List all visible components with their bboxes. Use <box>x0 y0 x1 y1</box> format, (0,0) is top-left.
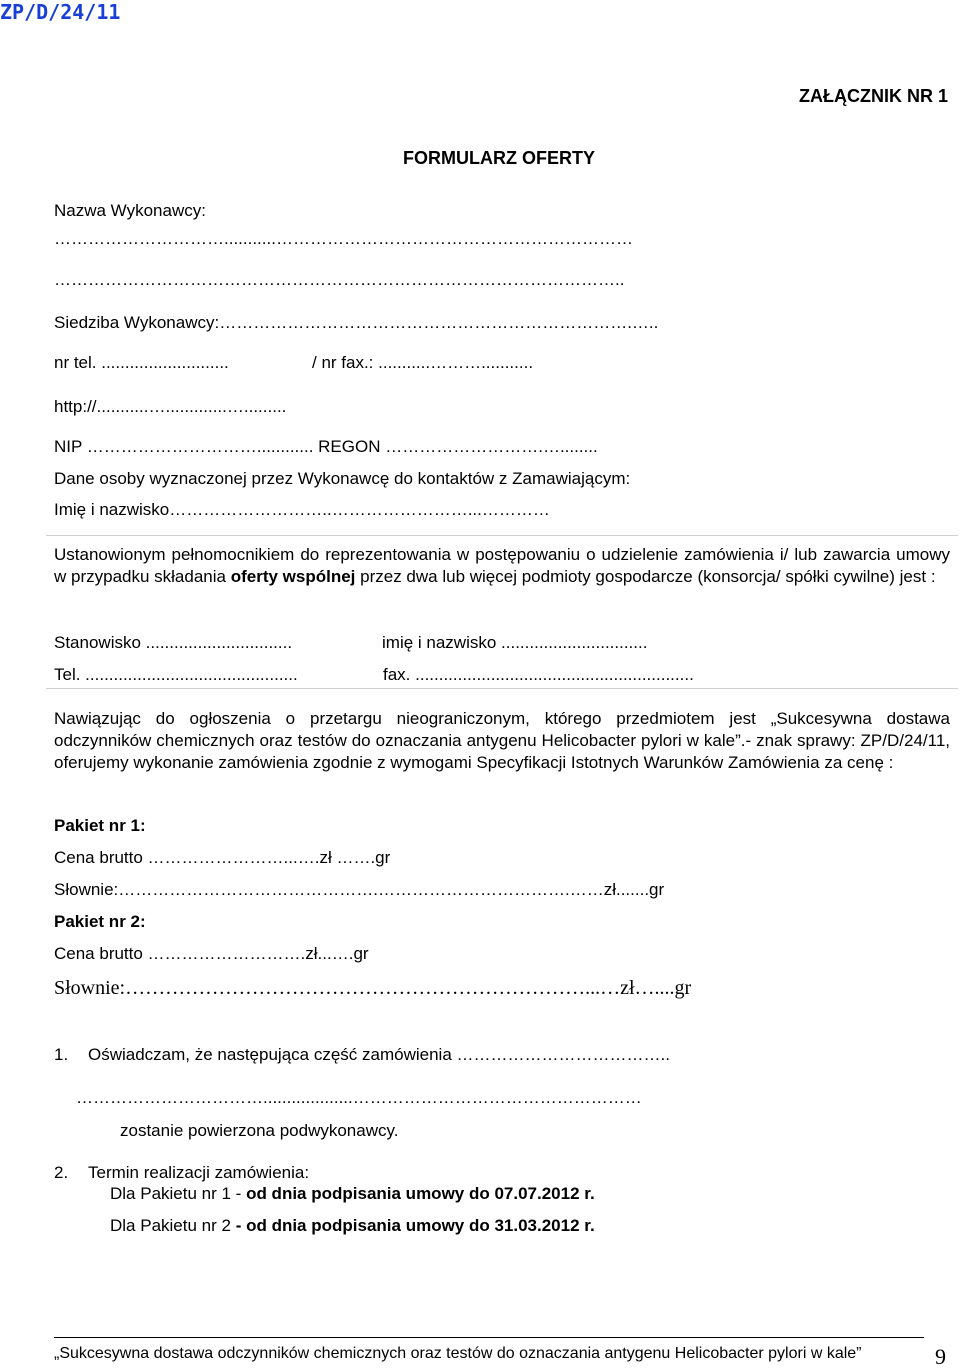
package-2-price-field: Cena brutto ……………………….zł...….gr <box>54 944 369 963</box>
proxy-text-part-1: Ustanowionym pełnomocnikiem do reprezentowania w postępowaniu o udzielenie zamówienia i/ lub zawarcia umowy w przypadku składania <box>54 545 950 586</box>
declaration-1-dots: ……………………………...................…………………………………………… <box>76 1088 642 1107</box>
proxy-text-part-2: przez dwa lub więcej podmioty gospodarcze (konsorcja/ spółki cywilne) jest : <box>355 567 936 586</box>
page-number: 9 <box>935 1344 946 1369</box>
contractor-fax-field: / nr fax.: ...........………........... <box>312 353 534 372</box>
contractor-website-field: http://...........….............…......... <box>54 397 287 416</box>
contact-person-heading: Dane osoby wyznaczonej przez Wykonawcę do kontaktów z Zamawiającym: <box>54 469 631 488</box>
footer-divider <box>54 1337 924 1338</box>
form-title: FORMULARZ OFERTY <box>403 148 595 168</box>
annex-label: ZAŁĄCZNIK NR 1 <box>799 86 948 106</box>
proxy-phone-field: Tel. ............................................. <box>54 665 298 684</box>
declaration-2-number: 2. <box>54 1163 69 1182</box>
declaration-2-text: Termin realizacji zamówienia: <box>88 1163 310 1182</box>
package-1-words-field: Słownie:……………………………………….…………………………….……zł.......gr <box>54 880 665 899</box>
package-1-deadline <box>110 1184 595 1204</box>
declaration-1-number: 1. <box>54 1045 69 1064</box>
contractor-phone-field: nr tel. ........................... <box>54 353 229 372</box>
nip-regon-field: NIP …………………………............ REGON ……………………….…........ <box>54 437 598 456</box>
offer-paragraph: Nawiązując do ogłoszenia o przetargu nieograniczonym, którego przedmiotem jest „Sukcesywna dostawa odczynników chemicznych oraz testów do oznaczania antygenu Helicobacter pylori w kale”.- znak sprawy: ZP/D/24/11, oferujemy wykonanie zamówienia zgodnie z wymogami Specyfikacji Istotnych Warunków Zamówienia za cenę : <box>54 709 950 772</box>
package-2-words-field: Słownie:……………………………………………………………...…zł…....gr <box>54 977 692 999</box>
package-2-deadline-date: - od dnia podpisania umowy do 31.03.2012 r. <box>235 1216 595 1235</box>
package-2-deadline <box>110 1216 595 1236</box>
package-1-price-field: Cena brutto ……………………...….zł …….gr <box>54 848 391 867</box>
contractor-name-field-line-2: ……………………………………………………………………………………….. <box>54 270 625 289</box>
package-2-title: Pakiet nr 2: <box>54 912 146 931</box>
proxy-paragraph <box>54 544 950 588</box>
declaration-1-tail: zostanie powierzona podwykonawcy. <box>120 1121 399 1140</box>
case-reference: ZP/D/24/11 <box>0 0 121 24</box>
contact-person-name-field: Imię i nazwisko………………………..……………………...………… <box>54 500 550 519</box>
proxy-position-field: Stanowisko ............................... <box>54 633 293 652</box>
footer-text: „Sukcesywna dostawa odczynników chemicznych oraz testów do oznaczania antygenu Helicobacter pylori w kale” <box>54 1345 862 1362</box>
declaration-1-text: Oświadczam, że następująca część zamówienia ……………………………….. <box>88 1045 670 1064</box>
contractor-name-label: Nazwa Wykonawcy: <box>54 201 206 220</box>
contractor-seat-field: Siedziba Wykonawcy:……………………………………………………………….….. <box>54 313 659 332</box>
package-1-deadline-label: Dla Pakietu nr 1 - <box>110 1184 247 1203</box>
contractor-name-field-line-1: …………………………...........……………………………………………………… <box>54 229 633 248</box>
proxy-name-field: imię i nazwisko ............................... <box>382 633 648 652</box>
proxy-fax-field: fax. ........................................................... <box>383 665 694 684</box>
package-2-deadline-label: Dla Pakietu nr 2 <box>110 1216 236 1235</box>
package-1-deadline-date: od dnia podpisania umowy do 07.07.2012 r. <box>246 1184 595 1203</box>
proxy-text-bold: oferty wspólnej <box>230 567 356 586</box>
package-1-title: Pakiet nr 1: <box>54 816 146 835</box>
